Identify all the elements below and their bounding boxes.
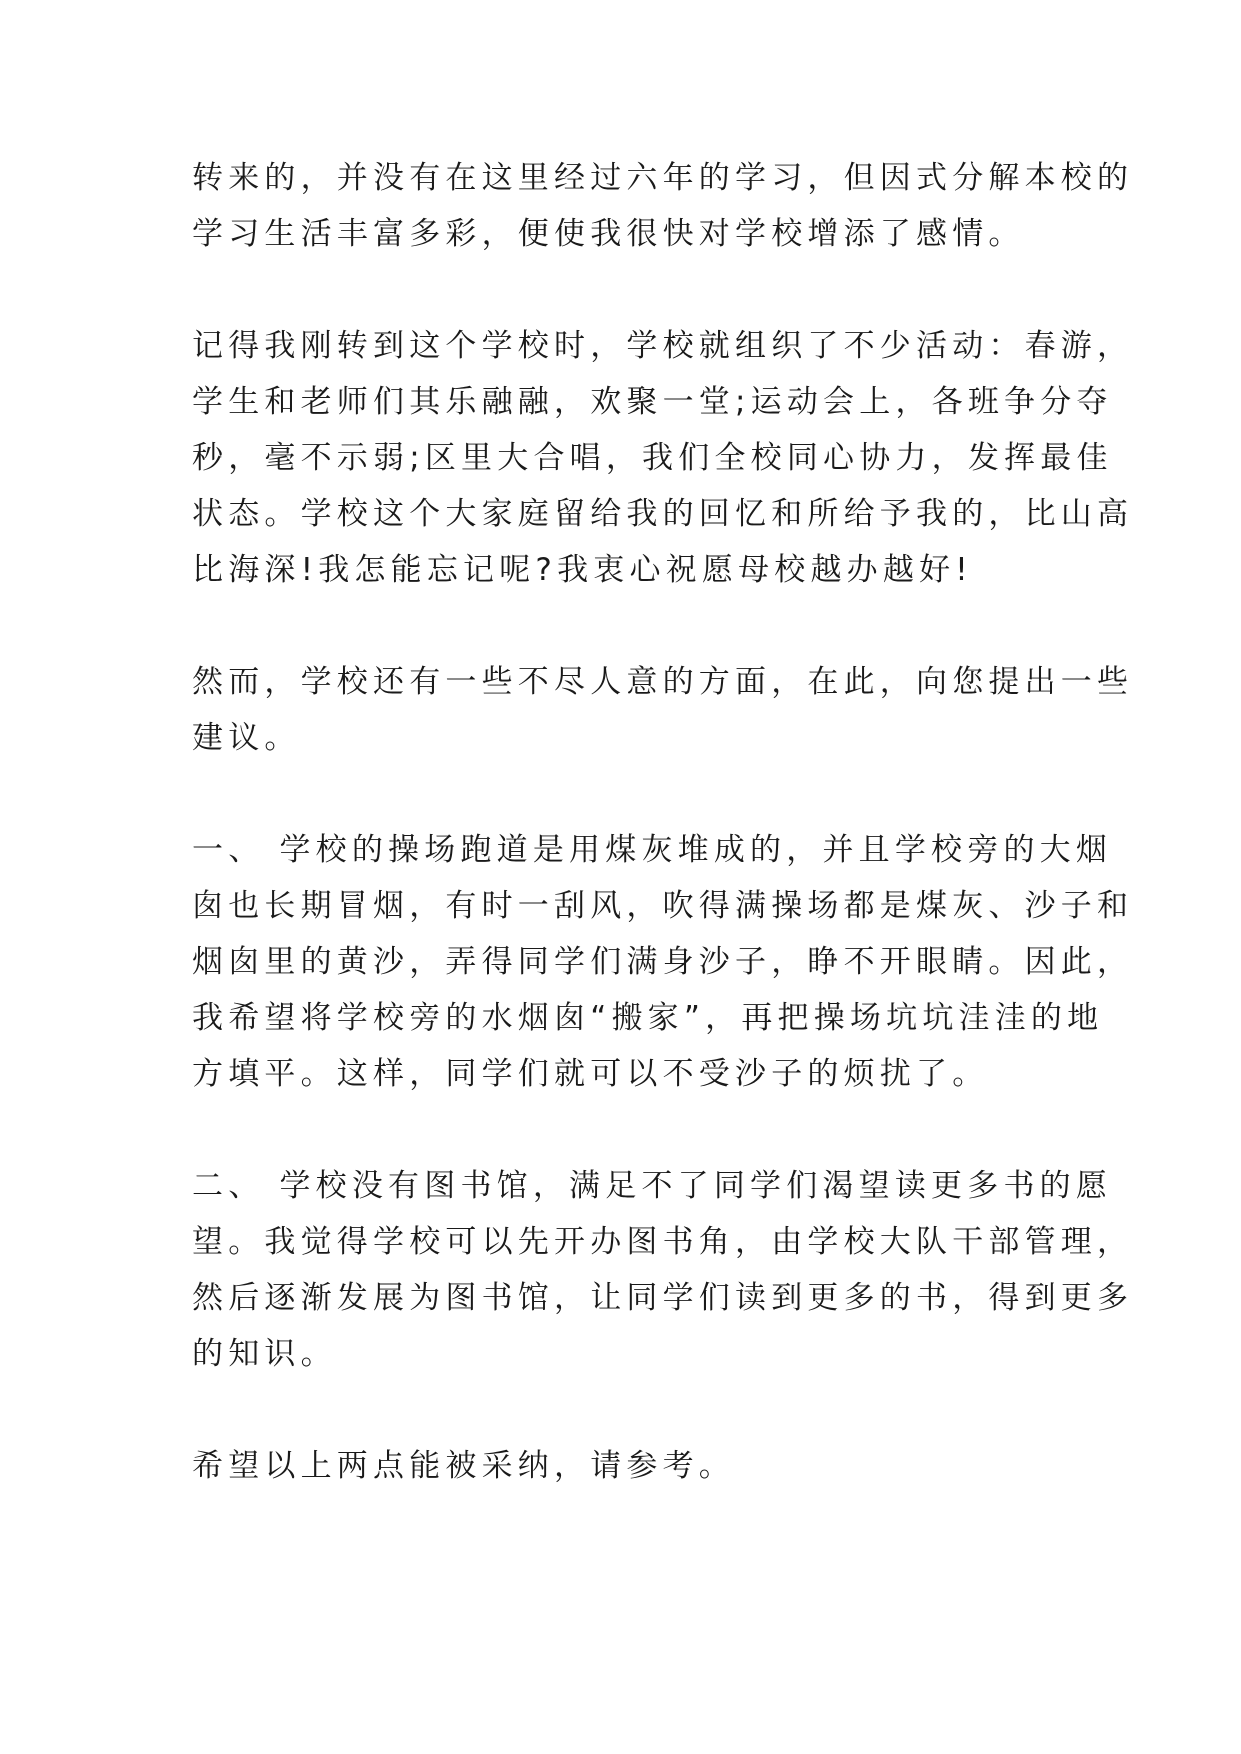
text-line: 囱也长期冒烟，有时一刮风，吹得满操场都是煤灰、沙子和 bbox=[192, 888, 1134, 924]
paragraph-5 bbox=[192, 1158, 1134, 1382]
paragraph-3 bbox=[192, 654, 1134, 766]
text-line: 比海深!我怎能忘记呢?我衷心祝愿母校越办越好! bbox=[192, 552, 973, 588]
text-line: 的知识。 bbox=[192, 1336, 337, 1372]
document-body bbox=[192, 150, 1134, 1550]
text-line: 烟囱里的黄沙，弄得同学们满身沙子，睁不开眼睛。因此， bbox=[192, 944, 1134, 980]
text-line: 转来的，并没有在这里经过六年的学习，但因式分解本校的 bbox=[192, 160, 1134, 196]
text-line: 状态。学校这个大家庭留给我的回忆和所给予我的，比山高 bbox=[192, 496, 1134, 532]
text-line: 方填平。这样，同学们就可以不受沙子的烦扰了。 bbox=[192, 1056, 989, 1092]
text-line: 然而，学校还有一些不尽人意的方面，在此，向您提出一些 bbox=[192, 664, 1134, 700]
text-line: 秒，毫不示弱;区里大合唱，我们全校同心协力，发挥最佳 bbox=[192, 440, 1113, 476]
text-line: 望。我觉得学校可以先开办图书角，由学校大队干部管理， bbox=[192, 1224, 1134, 1260]
paragraph-4 bbox=[192, 822, 1134, 1102]
text-line: 学生和老师们其乐融融，欢聚一堂;运动会上，各班争分夺 bbox=[192, 384, 1113, 420]
text-line: 一、 学校的操场跑道是用煤灰堆成的，并且学校旁的大烟 bbox=[192, 832, 1113, 868]
text-line: 希望以上两点能被采纳，请参考。 bbox=[192, 1448, 735, 1484]
text-line: 二、 学校没有图书馆，满足不了同学们渴望读更多书的愿 bbox=[192, 1168, 1113, 1204]
paragraph-1 bbox=[192, 150, 1134, 262]
text-line: 建议。 bbox=[192, 720, 301, 756]
text-line: 学习生活丰富多彩，便使我很快对学校增添了感情。 bbox=[192, 216, 1025, 252]
text-line: 记得我刚转到这个学校时，学校就组织了不少活动：春游， bbox=[192, 328, 1134, 364]
text-line: 我希望将学校旁的水烟囱“搬家”，再把操场坑坑洼洼的地 bbox=[192, 1000, 1104, 1036]
text-line: 然后逐渐发展为图书馆，让同学们读到更多的书，得到更多 bbox=[192, 1280, 1134, 1316]
paragraph-6 bbox=[192, 1438, 1062, 1494]
paragraph-2 bbox=[192, 318, 1134, 598]
